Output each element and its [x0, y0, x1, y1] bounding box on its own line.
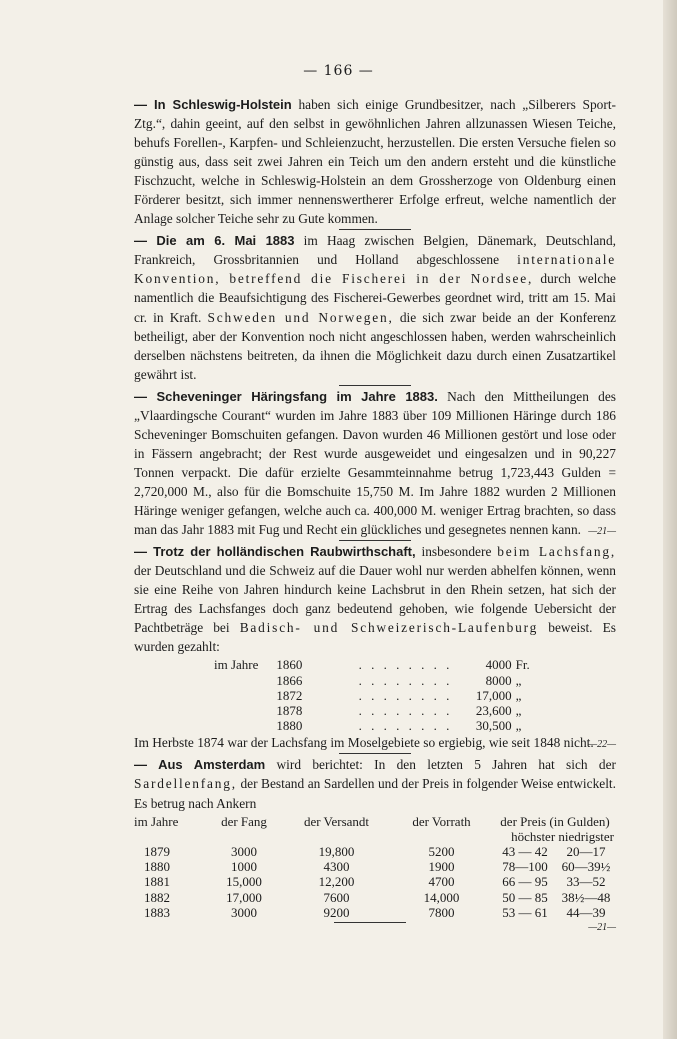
article-text: haben sich einige Grundbesitzer, nach „Silberers Sport-Ztg.“, dahin geeint, auf den selbst in gewöhnlichen Jahren allzunassen Wiesen Teiche, behufs Forellen-, Karpfen- und Schleienzucht, herzustellen. Die ersten Versuche fielen so günstig aus, dass seit zwei Jahren ein Teich um den andern ersteht und die künstliche Fischzucht, welche in Schleswig-Holstein an dem Grossherzoge von Oldenburg einen Förderer besitzt, sich immer nennenswertherer Erfolge erfreut, welche namentlich der Anlage solcher Teiche sehr zu Gute kommen.	[134, 97, 616, 227]
article-heading: — Aus Amsterdam	[134, 757, 266, 773]
leader-dots: . . . . . . . .	[358, 702, 453, 718]
column-header: der Fang	[221, 813, 267, 829]
article-heading: — Die am 6. Mai 1883	[134, 233, 295, 249]
article-text: insbesondere	[415, 544, 498, 560]
table-cell: 4700	[428, 874, 455, 890]
table-row	[134, 874, 616, 889]
table-cell: 60—39½	[561, 859, 611, 875]
article-heading: — Scheveninger Häringsfang im Jahre 1883.	[134, 388, 438, 404]
leader-dots: . . . . . . . .	[358, 687, 453, 703]
article-heading: — In Schleswig-Holstein	[134, 97, 292, 112]
page-edge-shadow	[663, 0, 677, 1039]
leader-dots: . . . . . . . .	[358, 657, 453, 673]
article-text: im Haag zwischen Belgien, Dänemark, Deutschland, Frankreich, Grossbritannien und Holland abgeschlossene	[134, 233, 616, 268]
lease-label	[214, 718, 276, 733]
lease-amount: 8000	[485, 672, 512, 688]
table-row	[134, 844, 616, 859]
leader-dots: . . . . . . . .	[358, 718, 453, 734]
lease-label	[214, 703, 276, 718]
table-row	[134, 890, 616, 905]
article-text-after-table: Im Herbste 1874 war der Lachsfang im Moselgebiete so ergiebig, wie seit 1848 nicht.	[134, 735, 594, 751]
lease-label	[214, 673, 276, 688]
table-cell: 7600	[323, 889, 350, 905]
spaced-text: Badisch- und Schweizerisch-Laufenburg	[239, 620, 539, 636]
lease-amount: 30,500	[475, 718, 512, 734]
lease-amount: 17,000	[475, 687, 512, 703]
sardellen-table	[134, 814, 616, 920]
lease-row	[214, 688, 544, 703]
table-cell: 1900	[428, 859, 455, 875]
spaced-text: internationale Konvention, betreffend die Fischerei in der Nordsee,	[134, 252, 616, 287]
page-body	[134, 95, 616, 935]
table-row	[134, 905, 616, 920]
column-header: der Versandt	[303, 813, 370, 829]
table-cell: 15,000	[226, 874, 262, 890]
lease-label: im Jahre	[214, 657, 259, 673]
lease-year: 1866	[276, 672, 303, 688]
table-cell: 1879	[144, 843, 170, 859]
article-signature: —22—	[588, 739, 616, 751]
table-cell: 1882	[144, 889, 170, 905]
table-cell: 33—52	[566, 874, 606, 890]
table-cell: 1883	[144, 904, 170, 920]
article-lachsfang	[134, 542, 616, 656]
table-cell: 19,800	[318, 843, 355, 859]
column-header: der Vorrath	[412, 813, 471, 829]
column-header: der Preis (in Gulden)	[500, 813, 610, 829]
separator-rule	[339, 753, 411, 754]
article-text: Nach den Mittheilungen des „Vlaardingsche Courant“ wurden im Jahre 1883 über 109 Millionen Häringe durch 186 Scheveninger Bomschuiten gefangen. Davon wurden 46 Millionen gestört und lose oder in Fässern angebracht; der Rest wurde ausgeweidet und eingesalzen und in 90,227 Tonnen verpackt. Die dafür erzielte Gesammteinnahme betrug 1,723,443 Gulden = 2,720,000 M., also für die Bomschuite 15,750 M. Im Jahre 1882 wurden 2 Millionen Häringe weniger gefangen, welche auch ca. 400,000 M. weniger Ertrag brachten, so dass man das Jahr 1883 mit Fug und Recht ein glückliches und gesegnetes nennen kann.	[134, 388, 616, 538]
table-row	[134, 859, 616, 874]
table-cell: 78—100	[502, 859, 548, 875]
article-signature: —21—	[588, 921, 616, 933]
article-text: durch welche namentlich die Beaufsichtigung des Fischerei-Gewerbes geordnet wird, tritt am 15. Mai cr. in Kraft.	[134, 271, 616, 325]
lease-unit: „	[515, 702, 522, 718]
lease-year: 1880	[276, 718, 303, 734]
article-schleswig-holstein	[134, 95, 616, 228]
table-cell: 14,000	[423, 889, 460, 905]
separator-rule	[339, 540, 411, 541]
table-cell: 1880	[144, 859, 170, 875]
lease-row	[214, 673, 544, 688]
lease-row	[214, 718, 544, 733]
spaced-text: beim Lachsfang,	[497, 544, 616, 560]
spaced-text: Schweden und Norwegen,	[207, 309, 394, 325]
table-cell: 4300	[323, 859, 350, 875]
article-text: die sich zwar beide an der Konferenz betheiligt, aber der Konvention noch nicht angeschlossen haben, werden wahrscheinlich derselben nächstens beitreten, da ihnen die Möglichkeit dazu durch einen Zusatzartikel gewährt ist.	[134, 309, 616, 382]
table-cell: 53 — 61	[502, 904, 548, 920]
article-text: wird berichtet: In den letzten 5 Jahren hat sich der	[265, 757, 616, 773]
article-text: beweist. Es wurden gezahlt:	[134, 620, 616, 655]
article-signature: —21—	[588, 526, 616, 538]
lease-unit: „	[515, 672, 522, 688]
lease-row	[214, 657, 544, 672]
article-heading: — Trotz der holländischen Raubwirthschaft,	[134, 544, 416, 560]
lease-table	[214, 657, 544, 733]
lease-year: 1878	[276, 702, 303, 718]
separator-rule	[339, 385, 411, 386]
table-cell: 17,000	[226, 889, 262, 905]
lease-unit: „	[515, 718, 522, 734]
separator-rule	[339, 229, 411, 230]
article-haringsfang	[134, 387, 616, 539]
lease-label	[214, 688, 276, 703]
table-cell: 9200	[323, 904, 350, 920]
table-cell: 3000	[231, 904, 257, 920]
lease-amount: 23,600	[475, 702, 512, 718]
leader-dots: . . . . . . . .	[358, 672, 453, 688]
article-amsterdam	[134, 755, 616, 812]
article-text: der Deutschland und die Schweiz auf die Dauer wohl nur werden abhelfen können, wenn sie eine Reihe von Jahren hindurch keine Lachsbrut in den Rhein setzen, hat sich der Ertrag des Lachsfanges doch ganz bedeutend gehoben, wie folgende Uebersicht der Pachtbeträge bei	[134, 563, 616, 636]
table-cell: 3000	[231, 843, 257, 859]
price-subheader: höchster niedrigster	[511, 828, 614, 844]
table-cell: 66 — 95	[502, 874, 548, 890]
lease-unit: Fr.	[515, 657, 530, 673]
table-cell: 7800	[428, 904, 455, 920]
lease-row	[214, 703, 544, 718]
table-cell: 12,200	[318, 874, 355, 890]
lease-year: 1872	[276, 687, 303, 703]
table-cell: 1881	[144, 874, 170, 890]
column-header: im Jahre	[134, 813, 179, 829]
page-number: — 166 —	[303, 63, 374, 79]
article-text: der Bestand an Sardellen und der Preis in folgender Weise entwickelt. Es betrug nach Ankern	[134, 776, 616, 811]
table-cell: 20—17	[566, 843, 606, 859]
spaced-text: Sardellenfang,	[134, 776, 237, 792]
lease-year: 1860	[276, 657, 303, 673]
table-cell: 50 — 85	[502, 889, 548, 905]
table-cell: 1000	[231, 859, 257, 875]
table-header-row	[134, 814, 616, 829]
lease-unit: „	[515, 687, 522, 703]
table-cell: 43 — 42	[502, 843, 548, 859]
table-cell: 5200	[428, 843, 455, 859]
lease-amount: 4000	[485, 657, 512, 673]
table-cell: 38½—48	[561, 889, 611, 905]
table-cell: 44—39	[566, 904, 606, 920]
article-konvention	[134, 231, 616, 383]
